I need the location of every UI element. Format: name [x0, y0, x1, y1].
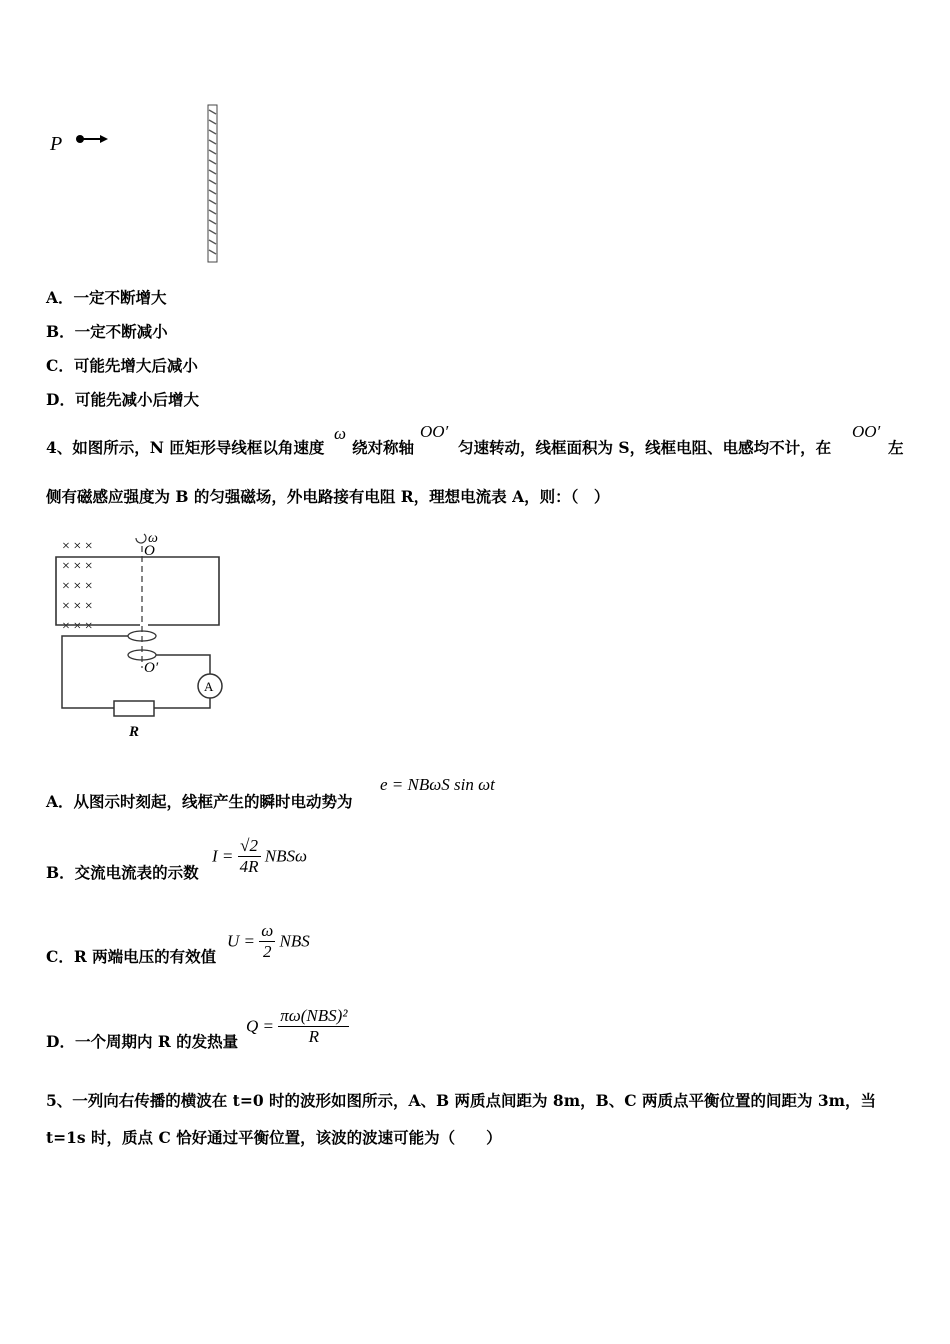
- figure-rotating-coil: [44, 528, 244, 743]
- q4-stem-part4: 左: [888, 438, 904, 457]
- q4-option-d: D．一个周期内 R 的发热量: [46, 1032, 239, 1051]
- omega-label: ω: [148, 531, 158, 546]
- svg-text:× × ×: × × ×: [62, 539, 93, 554]
- q4-option-c-formula: U = $\frac{\omega}{2}$ NBS: [227, 921, 310, 961]
- axis-bottom-label: O′: [144, 660, 159, 676]
- q4-axis-2: OO′: [852, 422, 881, 441]
- q5-stem-line1: 5、一列向右传播的横波在 t=0 时的波形如图所示，A、B 两质点间距为 8m，B、C 两质点平衡位置的间距为 3m，当: [46, 1091, 877, 1110]
- q3-option-d: D．可能先减小后增大: [46, 390, 199, 409]
- q4-stem-part2: 绕对称轴: [352, 438, 415, 457]
- q4-option-a: A．从图示时刻起，线框产生的瞬时电动势为: [46, 792, 353, 811]
- svg-text:× × ×: × × ×: [62, 619, 93, 634]
- axis-top-label: O: [144, 543, 155, 559]
- resistor-label: R: [129, 724, 140, 740]
- q4-stem-line2: 侧有磁感应强度为 B 的匀强磁场，外电路接有电阻 R，理想电流表 A，则：（ ）: [46, 487, 610, 506]
- figure-point-wall: [40, 100, 240, 270]
- q5-stem-line2: t=1s 时，质点 C 恰好通过平衡位置，该波的波速可能为（ ）: [46, 1128, 502, 1147]
- q4-stem-part1: 4、如图所示，N 匝矩形导线框以角速度: [46, 438, 325, 457]
- q3-option-b: B．一定不断减小: [46, 322, 168, 341]
- magnetic-field-crosses: [62, 539, 93, 634]
- q3-option-c: C．可能先增大后减小: [46, 356, 198, 375]
- svg-text:× × ×: × × ×: [62, 559, 93, 574]
- q3-option-a: A．一定不断增大: [46, 288, 167, 307]
- q4-axis: OO′: [420, 422, 449, 441]
- q4-option-a-formula: e = NBωS sin ωt: [380, 775, 495, 794]
- resistor: [114, 701, 154, 716]
- ammeter-label: A: [204, 679, 214, 694]
- q4-stem-part3: 匀速转动，线框面积为 S，线框电阻、电感均不计，在: [458, 438, 832, 457]
- point-p-label: P: [50, 133, 63, 155]
- q4-option-c: C．R 两端电压的有效值: [46, 947, 217, 966]
- svg-text:× × ×: × × ×: [62, 579, 93, 594]
- q4-option-d-formula: Q = $\frac{\text{πω(NBS)²}}{R}$: [246, 1006, 348, 1046]
- q4-option-b-formula: I = $\frac{√2}{4R}$ NBSω: [212, 836, 308, 876]
- q4-omega: ω: [334, 424, 347, 443]
- svg-text:× × ×: × × ×: [62, 599, 93, 614]
- q4-option-b: B．交流电流表的示数: [46, 863, 199, 882]
